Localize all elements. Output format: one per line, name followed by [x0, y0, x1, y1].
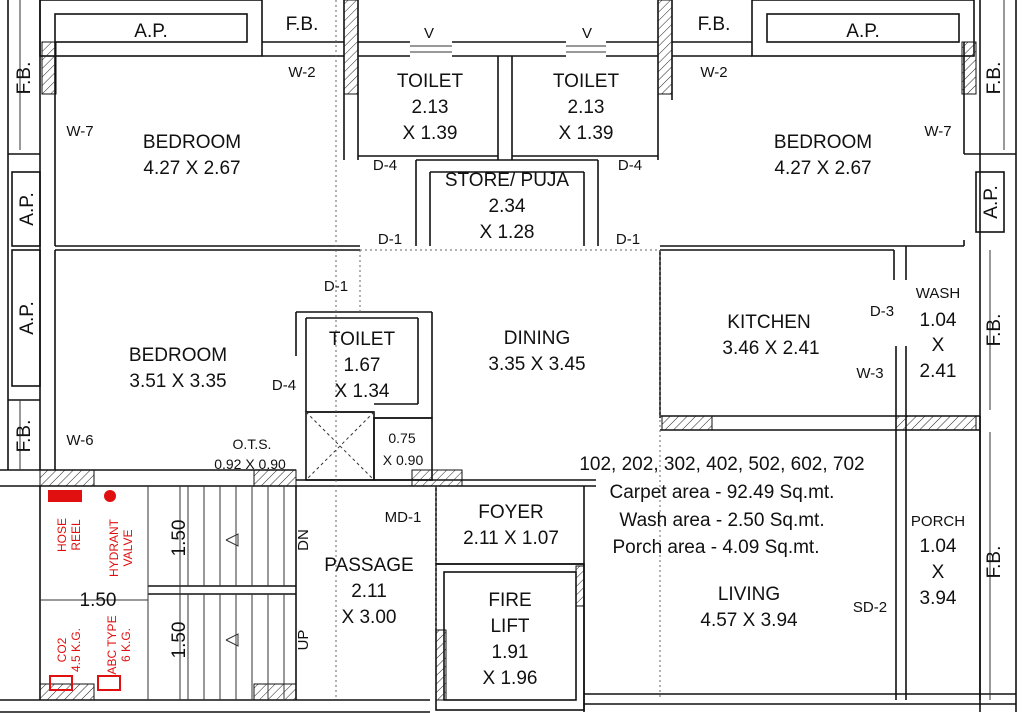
room-firelift-line2: LIFT — [490, 616, 530, 637]
door-d3: D-3 — [869, 303, 895, 320]
room-kitchen-name: KITCHEN — [727, 312, 811, 333]
abc-extinguisher-icon — [98, 676, 120, 690]
stair-dim-lower: 1.50 — [169, 621, 190, 659]
hose-reel-line2: REEL — [69, 519, 83, 551]
hose-reel-line1: HOSE — [55, 517, 69, 553]
window-w3: W-3 — [856, 365, 884, 382]
stair-dim-landing: 1.50 — [79, 590, 117, 611]
window-w7-right: W-7 — [924, 123, 952, 140]
stair-up: UP — [295, 629, 312, 651]
stair-dim-upper: 1.50 — [169, 519, 190, 557]
duct-height: X 0.90 — [382, 452, 424, 468]
room-store-name: STORE/ PUJA — [444, 170, 570, 191]
door-d4-toilet1: D-4 — [372, 157, 398, 174]
ots-label: O.T.S. — [232, 436, 272, 452]
room-living-name: LIVING — [717, 584, 781, 605]
door-d4-toilet2: D-4 — [617, 157, 643, 174]
room-wash-x: X — [931, 335, 945, 356]
door-d1-bedroom: D-1 — [323, 278, 349, 295]
room-toilet3-h: X 1.34 — [334, 381, 390, 402]
room-bedroom-tl-name: BEDROOM — [142, 132, 242, 153]
co2-line2: 4.5 K.G. — [69, 627, 83, 673]
room-store-w: 2.34 — [488, 196, 526, 217]
ap-label-top-left: A.P. — [134, 21, 168, 42]
ap-label-right: A.P. — [981, 185, 1002, 219]
room-bedroom-tl-dim: 4.27 X 2.67 — [143, 158, 241, 179]
carpet-area: Carpet area - 92.49 Sq.mt. — [609, 482, 835, 503]
fb-label-right-top: F.B. — [984, 61, 1005, 95]
hydrant-line2: VALVE — [121, 529, 135, 567]
vent-label-1: V — [423, 25, 435, 42]
ap-label-left-2: A.P. — [17, 301, 38, 335]
room-foyer-name: FOYER — [478, 502, 544, 523]
door-sd2: SD-2 — [852, 599, 888, 616]
ots-dim: 0.92 X 0.90 — [214, 456, 286, 472]
room-toilet1-h: X 1.39 — [402, 123, 458, 144]
abc-line2: 6 K.G. — [119, 627, 133, 663]
room-living-dim: 4.57 X 3.94 — [700, 610, 798, 631]
room-dining-name: DINING — [503, 328, 571, 349]
fb-label-left-top: F.B. — [14, 61, 35, 95]
room-foyer-dim: 2.11 X 1.07 — [463, 528, 559, 549]
vent-label-2: V — [581, 25, 593, 42]
room-passage-w: 2.11 — [351, 581, 387, 602]
room-firelift-h: X 1.96 — [482, 668, 538, 689]
door-d4-toilet3: D-4 — [271, 377, 297, 394]
room-wash-name: WASH — [915, 285, 961, 302]
duct-width: 0.75 — [388, 430, 416, 446]
room-passage-h: X 3.00 — [341, 607, 397, 628]
door-md1: MD-1 — [384, 509, 422, 526]
hydrant-valve-icon — [104, 490, 116, 502]
room-toilet1-name: TOILET — [396, 71, 464, 92]
abc-line1: ABC TYPE — [105, 615, 119, 675]
window-w7-left: W-7 — [66, 123, 94, 140]
fb-label-top-right: F.B. — [697, 14, 731, 35]
room-toilet1-w: 2.13 — [411, 97, 449, 118]
room-toilet2-h: X 1.39 — [558, 123, 614, 144]
ap-label-left-1: A.P. — [17, 192, 38, 226]
room-passage-name: PASSAGE — [324, 555, 414, 576]
room-bedroom-tr-dim: 4.27 X 2.67 — [774, 158, 872, 179]
fb-label-left-bottom: F.B. — [14, 419, 35, 453]
room-firelift-w: 1.91 — [491, 642, 529, 663]
fb-label-top-left: F.B. — [285, 14, 319, 35]
room-toilet3-name: TOILET — [328, 329, 396, 350]
room-firelift-line1: FIRE — [488, 590, 532, 611]
room-bedroom-l-name: BEDROOM — [128, 345, 228, 366]
room-bedroom-tr-name: BEDROOM — [773, 132, 873, 153]
room-kitchen-dim: 3.46 X 2.41 — [722, 338, 820, 359]
room-wash-w: 1.04 — [919, 310, 957, 331]
room-porch-x: X — [931, 562, 945, 583]
flat-numbers: 102, 202, 302, 402, 502, 602, 702 — [579, 454, 865, 475]
hydrant-line1: HYDRANT — [107, 518, 121, 578]
stair-down: DN — [295, 529, 312, 551]
room-store-h: X 1.28 — [479, 222, 535, 243]
room-toilet2-name: TOILET — [552, 71, 620, 92]
ap-label-top-right: A.P. — [846, 21, 880, 42]
window-w2-left: W-2 — [288, 64, 316, 81]
window-w6: W-6 — [66, 432, 94, 449]
ots-cross — [306, 412, 374, 480]
room-porch-w: 1.04 — [919, 536, 957, 557]
fb-label-right-middle: F.B. — [984, 313, 1005, 347]
door-d1-left: D-1 — [377, 231, 403, 248]
room-dining-dim: 3.35 X 3.45 — [488, 354, 586, 375]
porch-area: Porch area - 4.09 Sq.mt. — [612, 537, 820, 558]
co2-line1: CO2 — [55, 637, 69, 663]
room-porch-h: 3.94 — [919, 588, 957, 609]
room-bedroom-l-dim: 3.51 X 3.35 — [129, 371, 227, 392]
wash-area: Wash area - 2.50 Sq.mt. — [619, 510, 825, 531]
room-porch-name: PORCH — [910, 513, 966, 530]
fb-label-right-bottom: F.B. — [984, 545, 1005, 579]
room-wash-h: 2.41 — [919, 361, 957, 382]
room-toilet2-w: 2.13 — [567, 97, 605, 118]
door-d1-right: D-1 — [615, 231, 641, 248]
window-w2-right: W-2 — [700, 64, 728, 81]
hose-reel-icon — [48, 490, 82, 502]
room-toilet3-w: 1.67 — [343, 355, 381, 376]
